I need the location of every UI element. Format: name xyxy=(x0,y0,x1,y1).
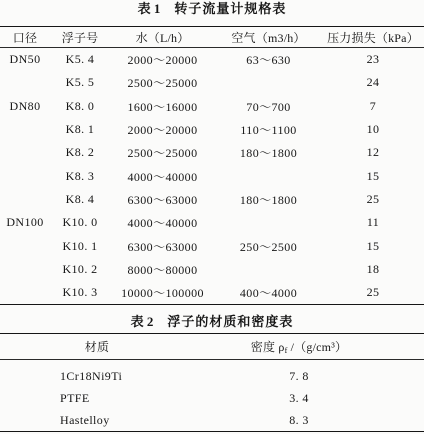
pressure-loss-cell: 24 xyxy=(366,75,380,90)
table-row xyxy=(0,258,424,281)
air-range-cell: 180～1800 xyxy=(239,192,298,207)
pressure-loss-cell: 18 xyxy=(366,261,380,276)
float-number-cell: K8. 1 xyxy=(65,122,95,137)
table-row xyxy=(0,211,424,234)
air-range-cell: 70～700 xyxy=(246,99,291,114)
table-row xyxy=(0,71,424,94)
density-cell: 7. 8 xyxy=(289,368,309,383)
caliber-cell: DN50 xyxy=(9,52,41,67)
pressure-loss-cell: 11 xyxy=(366,215,380,230)
density-label: 密度 ρ xyxy=(250,340,285,354)
float-number-cell: K10. 3 xyxy=(62,285,98,300)
table-2-title: 浮子的材质和密度表 xyxy=(167,314,294,329)
pressure-loss-cell: 15 xyxy=(366,168,380,183)
material-cell: 1Cr18Ni9Ti xyxy=(60,368,123,383)
float-number-cell: K8. 3 xyxy=(65,168,95,183)
pressure-loss-cell: 7 xyxy=(369,98,377,113)
flowmeter-spec-table xyxy=(0,26,424,305)
table-1-number: 表 1 xyxy=(137,1,161,16)
pressure-loss-cell: 23 xyxy=(366,52,380,67)
water-range-cell: 6300～63000 xyxy=(127,239,198,254)
table-row xyxy=(0,365,424,387)
water-range-cell: 4000～40000 xyxy=(127,216,198,231)
table-1-caption xyxy=(0,0,424,18)
header-float-number: 浮子号 xyxy=(61,30,99,45)
table-row xyxy=(0,234,424,257)
float-number-cell: K5. 4 xyxy=(65,52,95,67)
water-range-cell: 2000～20000 xyxy=(127,123,198,138)
table-1-title: 转子流量计规格表 xyxy=(174,1,287,16)
table-row xyxy=(0,387,424,409)
material-cell: PTFE xyxy=(60,390,90,405)
header-air: 空气（m3/h） xyxy=(231,30,306,45)
table-row xyxy=(0,48,424,71)
table-2-number: 表 2 xyxy=(130,314,154,329)
air-range-cell: 180～1800 xyxy=(239,146,298,161)
density-unit: /（g/cm³） xyxy=(287,340,348,354)
header-water: 水（L/h） xyxy=(135,30,190,45)
density-cell: 8. 3 xyxy=(289,412,309,427)
table-row xyxy=(0,409,424,431)
water-range-cell: 8000～80000 xyxy=(127,262,198,277)
header-pressure-loss: 压力损失（kPa） xyxy=(327,30,419,45)
table-row xyxy=(0,188,424,211)
water-range-cell: 2500～25000 xyxy=(127,146,198,161)
air-range-cell: 400～4000 xyxy=(239,286,298,301)
header-material: 材质 xyxy=(84,340,110,354)
float-number-cell: K8. 4 xyxy=(65,191,95,206)
density-cell: 3. 4 xyxy=(289,390,309,405)
water-range-cell: 2500～25000 xyxy=(127,76,198,91)
float-number-cell: K5. 5 xyxy=(65,75,95,90)
pressure-loss-cell: 15 xyxy=(366,238,380,253)
water-range-cell: 6300～63000 xyxy=(127,192,198,207)
float-number-cell: K8. 0 xyxy=(65,98,95,113)
table-body xyxy=(0,360,424,431)
table-row xyxy=(0,164,424,187)
caliber-cell: DN100 xyxy=(6,215,44,230)
water-range-cell: 1600～16000 xyxy=(127,99,198,114)
air-range-cell: 63～630 xyxy=(246,53,291,68)
table-header-row xyxy=(0,334,424,360)
table-row xyxy=(0,141,424,164)
float-number-cell: K10. 2 xyxy=(62,261,98,276)
pressure-loss-cell: 12 xyxy=(366,145,380,160)
float-number-cell: K10. 0 xyxy=(62,215,98,230)
header-density xyxy=(194,338,404,355)
table-2-caption xyxy=(0,313,424,331)
header-caliber: 口径 xyxy=(12,30,38,45)
table-row xyxy=(0,95,424,118)
float-number-cell: K10. 1 xyxy=(62,238,98,253)
pressure-loss-cell: 25 xyxy=(366,285,380,300)
table-row xyxy=(0,281,424,304)
air-range-cell: 110～1100 xyxy=(240,123,297,138)
material-cell: Hastelloy xyxy=(60,412,110,427)
float-material-density-table xyxy=(0,333,424,432)
pressure-loss-cell: 25 xyxy=(366,191,380,206)
water-range-cell: 2000～20000 xyxy=(127,53,198,68)
air-range-cell: 250～2500 xyxy=(239,239,298,254)
pressure-loss-cell: 10 xyxy=(366,122,380,137)
table-row xyxy=(0,118,424,141)
water-range-cell: 10000～100000 xyxy=(121,286,204,301)
table-header-row xyxy=(0,27,424,48)
density-subscript: f xyxy=(284,346,288,355)
caliber-cell: DN80 xyxy=(9,98,41,113)
float-number-cell: K8. 2 xyxy=(65,145,95,160)
water-range-cell: 4000～40000 xyxy=(127,169,198,184)
